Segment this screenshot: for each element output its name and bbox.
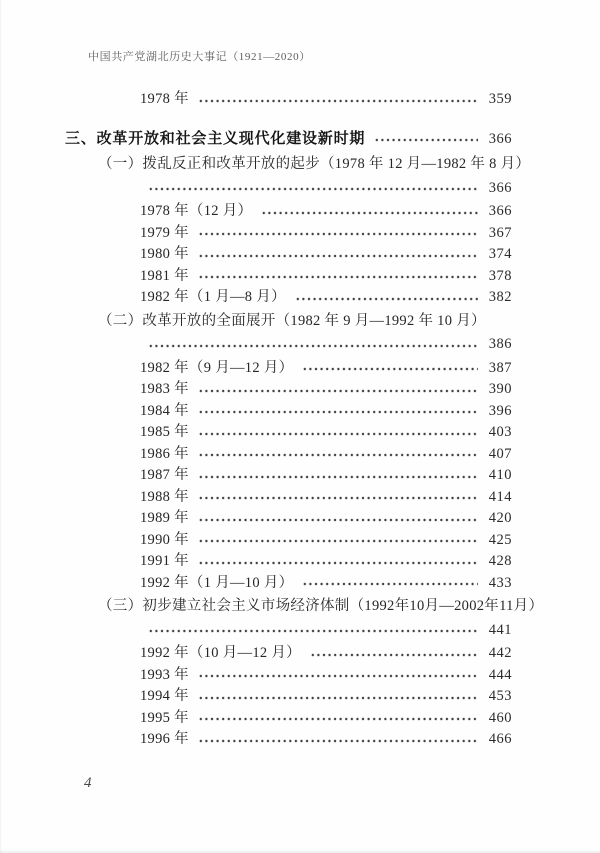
toc-row-entry <box>0 465 512 487</box>
toc-row-entry <box>0 686 512 708</box>
toc-label: （三）初步建立社会主义市场经济体制（1992年10月—2002年11月） <box>98 598 544 614</box>
page-number-footer: 4 <box>84 775 92 791</box>
toc-row-entry <box>0 508 512 530</box>
toc-page-number: 444 <box>488 666 512 683</box>
toc-page-number: 359 <box>488 91 512 107</box>
dot-leader <box>198 223 478 245</box>
toc-page-number: 366 <box>488 179 512 196</box>
toc-row-entry <box>0 551 512 573</box>
toc-page-number: 466 <box>488 731 512 747</box>
toc-row-entry <box>0 89 512 111</box>
toc-row-entry <box>0 444 512 466</box>
toc-label: 1994 年 <box>140 688 189 704</box>
toc-page-number: 366 <box>488 130 512 147</box>
toc-row-entry <box>0 223 512 245</box>
toc-page-number: 374 <box>488 246 512 262</box>
dot-leader <box>198 379 478 401</box>
toc-page-number: 407 <box>488 445 512 462</box>
toc-page-number: 403 <box>488 424 512 440</box>
dot-leader <box>148 178 478 200</box>
toc-row-entry <box>0 643 512 665</box>
dot-leader <box>148 334 478 356</box>
toc-row-entry <box>0 422 512 444</box>
toc-label: 1993 年 <box>140 666 189 683</box>
toc-page-number: 366 <box>488 203 512 219</box>
dot-leader <box>198 444 478 466</box>
toc-row-entry <box>0 573 512 595</box>
toc-label: 1987 年 <box>140 467 189 483</box>
dot-leader <box>198 465 478 487</box>
toc-row-entry <box>0 201 512 223</box>
toc-label: 三、改革开放和社会主义现代化建设新时期 <box>65 130 366 147</box>
toc-row-entry <box>0 287 512 309</box>
toc-page-number: 410 <box>488 467 512 483</box>
toc-list <box>0 89 544 751</box>
dot-leader <box>374 129 478 151</box>
dot-leader <box>198 487 478 509</box>
toc-page-number: 386 <box>488 336 512 352</box>
toc-page-number: 420 <box>488 510 512 526</box>
toc-label: 1990 年 <box>140 531 189 548</box>
toc-page-number: 453 <box>488 688 512 704</box>
toc-row-entry <box>0 729 512 751</box>
toc-label: 1996 年 <box>140 731 189 747</box>
toc-row-continuation <box>0 334 512 356</box>
toc-label: 1988 年 <box>140 488 189 505</box>
dot-leader <box>198 244 478 266</box>
dot-leader <box>198 401 478 423</box>
toc-row-entry <box>0 266 512 288</box>
dot-leader <box>261 201 478 223</box>
toc-row-subsection <box>0 154 531 176</box>
toc-row-entry <box>0 708 512 730</box>
toc-label: 1995 年 <box>140 709 189 726</box>
dot-leader <box>198 89 478 111</box>
dot-leader <box>198 708 478 730</box>
toc-row-entry <box>0 665 512 687</box>
toc-label: 1982 年（1 月—8 月） <box>140 289 286 305</box>
toc-page-number: 382 <box>488 289 512 305</box>
toc-label: 1982 年（9 月—12 月） <box>140 359 294 376</box>
toc-label: 1992 年（10 月—12 月） <box>140 645 301 661</box>
dot-leader <box>302 573 478 595</box>
dot-leader <box>198 686 478 708</box>
toc-page-number: 460 <box>488 709 512 726</box>
dot-leader <box>198 508 478 530</box>
dot-leader <box>302 358 478 380</box>
toc-row-continuation <box>0 620 512 642</box>
toc-label: 1985 年 <box>140 424 189 440</box>
dot-leader <box>198 530 478 552</box>
toc-page-number: 433 <box>488 574 512 591</box>
toc-label: 1978 年（12 月） <box>140 203 253 219</box>
dot-leader <box>295 287 478 309</box>
toc-label: 1981 年 <box>140 267 189 284</box>
toc-page-number: 425 <box>488 531 512 548</box>
toc-page-number: 414 <box>488 488 512 505</box>
toc-page-number: 367 <box>488 224 512 241</box>
dot-leader <box>198 266 478 288</box>
toc-label: 1986 年 <box>140 445 189 462</box>
toc-label: 1980 年 <box>140 246 189 262</box>
toc-label: （二）改革开放的全面展开（1982 年 9 月—1992 年 10 月） <box>98 312 486 329</box>
toc-page-number: 442 <box>488 645 512 661</box>
toc-row-entry <box>0 487 512 509</box>
toc-page-number: 396 <box>488 402 512 419</box>
toc-label: （一）拨乱反正和改革开放的起步（1978 年 12 月—1982 年 8 月） <box>98 156 531 172</box>
toc-row-entry <box>0 379 512 401</box>
toc-row-entry <box>0 244 512 266</box>
toc-page-number: 387 <box>488 359 512 376</box>
toc-label: 1989 年 <box>140 510 189 526</box>
toc-page-number: 428 <box>488 553 512 569</box>
toc-row-continuation <box>0 178 512 200</box>
dot-leader <box>198 665 478 687</box>
toc-page-number: 378 <box>488 267 512 284</box>
toc-label: 1984 年 <box>140 402 189 419</box>
toc-row-subsection <box>0 311 512 333</box>
toc-page-number: 441 <box>488 621 512 638</box>
dot-leader <box>198 422 478 444</box>
dot-leader <box>198 729 478 751</box>
dot-leader <box>148 620 478 642</box>
dot-leader <box>310 643 478 665</box>
toc-row-entry <box>0 530 512 552</box>
toc-label: 1991 年 <box>140 553 189 569</box>
toc-page-number: 390 <box>488 381 512 397</box>
running-header: 中国共产党湖北历史大事记（1921—2020） <box>88 51 311 63</box>
toc-label: 1979 年 <box>140 224 189 241</box>
toc-row-subsection <box>0 596 544 618</box>
dot-leader <box>198 551 478 573</box>
toc-row-section <box>0 129 512 151</box>
toc-label: 1992 年（1 月—10 月） <box>140 574 294 591</box>
toc-label: 1978 年 <box>140 91 189 107</box>
toc-label: 1983 年 <box>140 381 189 397</box>
toc-row-entry <box>0 358 512 380</box>
toc-row-entry <box>0 401 512 423</box>
